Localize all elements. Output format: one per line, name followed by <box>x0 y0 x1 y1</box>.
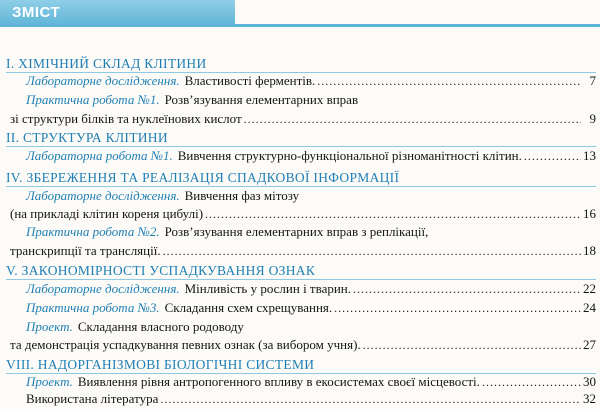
toc-entry <box>26 300 596 316</box>
entry-text: Використана література <box>26 391 159 406</box>
entry-text: Властивості ферментів. <box>184 73 316 88</box>
toc-entry <box>26 188 596 204</box>
dot-leader <box>363 337 581 353</box>
entry-label: Практична робота №2. <box>26 224 160 239</box>
toc-entry <box>10 243 596 259</box>
entry-text: Вивчення фаз мітозу <box>184 188 300 203</box>
entry-label: Проект. <box>26 319 73 334</box>
section-title-2: II. СТРУКТУРА КЛІТИНИ <box>6 130 168 145</box>
entry-text: Мінливість у рослин і тварин. <box>184 281 352 296</box>
section-title-5: V. ЗАКОНОМІРНОСТІ УСПАДКУВАННЯ ОЗНАК <box>6 263 316 278</box>
header-rule <box>235 24 600 27</box>
entry-label: Лабораторне дослідження. <box>26 73 180 88</box>
toc-entry <box>26 148 596 164</box>
section-rule-5 <box>6 279 596 280</box>
section-title-1: I. ХІМІЧНИЙ СКЛАД КЛІТИНИ <box>6 56 207 71</box>
dot-leader <box>353 281 581 297</box>
dot-leader <box>163 243 581 259</box>
contents-header <box>0 0 600 30</box>
entry-page: 9 <box>589 111 596 126</box>
entry-text: та демонстрація успадкування певних ознак (за вибором учня). <box>10 337 361 352</box>
dot-leader <box>334 300 581 316</box>
toc-entry <box>26 374 596 390</box>
entry-text: Виявлення рівня антропогенного впливу в екосистемах своєї місцевості. <box>77 374 480 389</box>
toc-entry <box>26 391 596 407</box>
toc-entry <box>10 111 596 127</box>
entry-label: Практична робота №3. <box>26 300 160 315</box>
entry-label: Проект. <box>26 374 73 389</box>
toc-entry <box>10 206 596 222</box>
entry-page: 16 <box>583 206 596 221</box>
section-title-4: IV. ЗБЕРЕЖЕННЯ ТА РЕАЛІЗАЦІЯ СПАДКОВОЇ ІНФОРМАЦІЇ <box>6 170 400 185</box>
entry-page: 30 <box>583 374 596 389</box>
entry-page: 22 <box>583 281 596 296</box>
entry-text: Розв’язування елементарних вправ <box>164 92 359 107</box>
entry-label: Практична робота №1. <box>26 92 160 107</box>
dot-leader <box>205 206 581 222</box>
entry-text: транскрипції та трансляції. <box>10 243 161 258</box>
toc-entry <box>26 73 596 89</box>
entry-page: 27 <box>583 337 596 352</box>
dot-leader <box>244 111 581 127</box>
entry-text: Розв’язування елементарних вправ з реплікації, <box>164 224 429 239</box>
entry-page: 7 <box>589 73 596 88</box>
dot-leader <box>160 391 581 407</box>
toc-entry <box>10 337 596 353</box>
entry-text: (на прикладі клітин кореня цибулі) <box>10 206 204 221</box>
section-title-8: VIII. НАДОРГАНІЗМОВІ БІОЛОГІЧНІ СИСТЕМИ <box>6 357 315 372</box>
entry-page: 13 <box>583 148 596 163</box>
entry-label: Лабораторне дослідження. <box>26 188 180 203</box>
toc-entry <box>26 224 596 240</box>
section-rule-2 <box>6 146 596 147</box>
entry-text: Складання схем схрещування. <box>164 300 333 315</box>
toc-entry <box>26 92 596 108</box>
entry-label: Лабораторне дослідження. <box>26 281 180 296</box>
dot-leader <box>524 148 581 164</box>
entry-page: 24 <box>583 300 596 315</box>
section-rule-4 <box>6 186 596 187</box>
contents-title: ЗМІСТ <box>12 4 61 21</box>
toc-entry <box>26 281 596 297</box>
dot-leader <box>482 374 581 390</box>
entry-text: Складання власного родоводу <box>77 319 244 334</box>
entry-text: зі структури білків та нуклеїнових кислот <box>10 111 242 126</box>
dot-leader <box>317 73 581 89</box>
entry-page: 18 <box>583 243 596 258</box>
entry-page: 32 <box>583 391 596 406</box>
entry-text: Вивчення структурно-функціональної різноманітності клітин. <box>177 148 522 163</box>
entry-label: Лабораторна робота №1. <box>26 148 173 163</box>
toc-entry <box>26 319 596 335</box>
